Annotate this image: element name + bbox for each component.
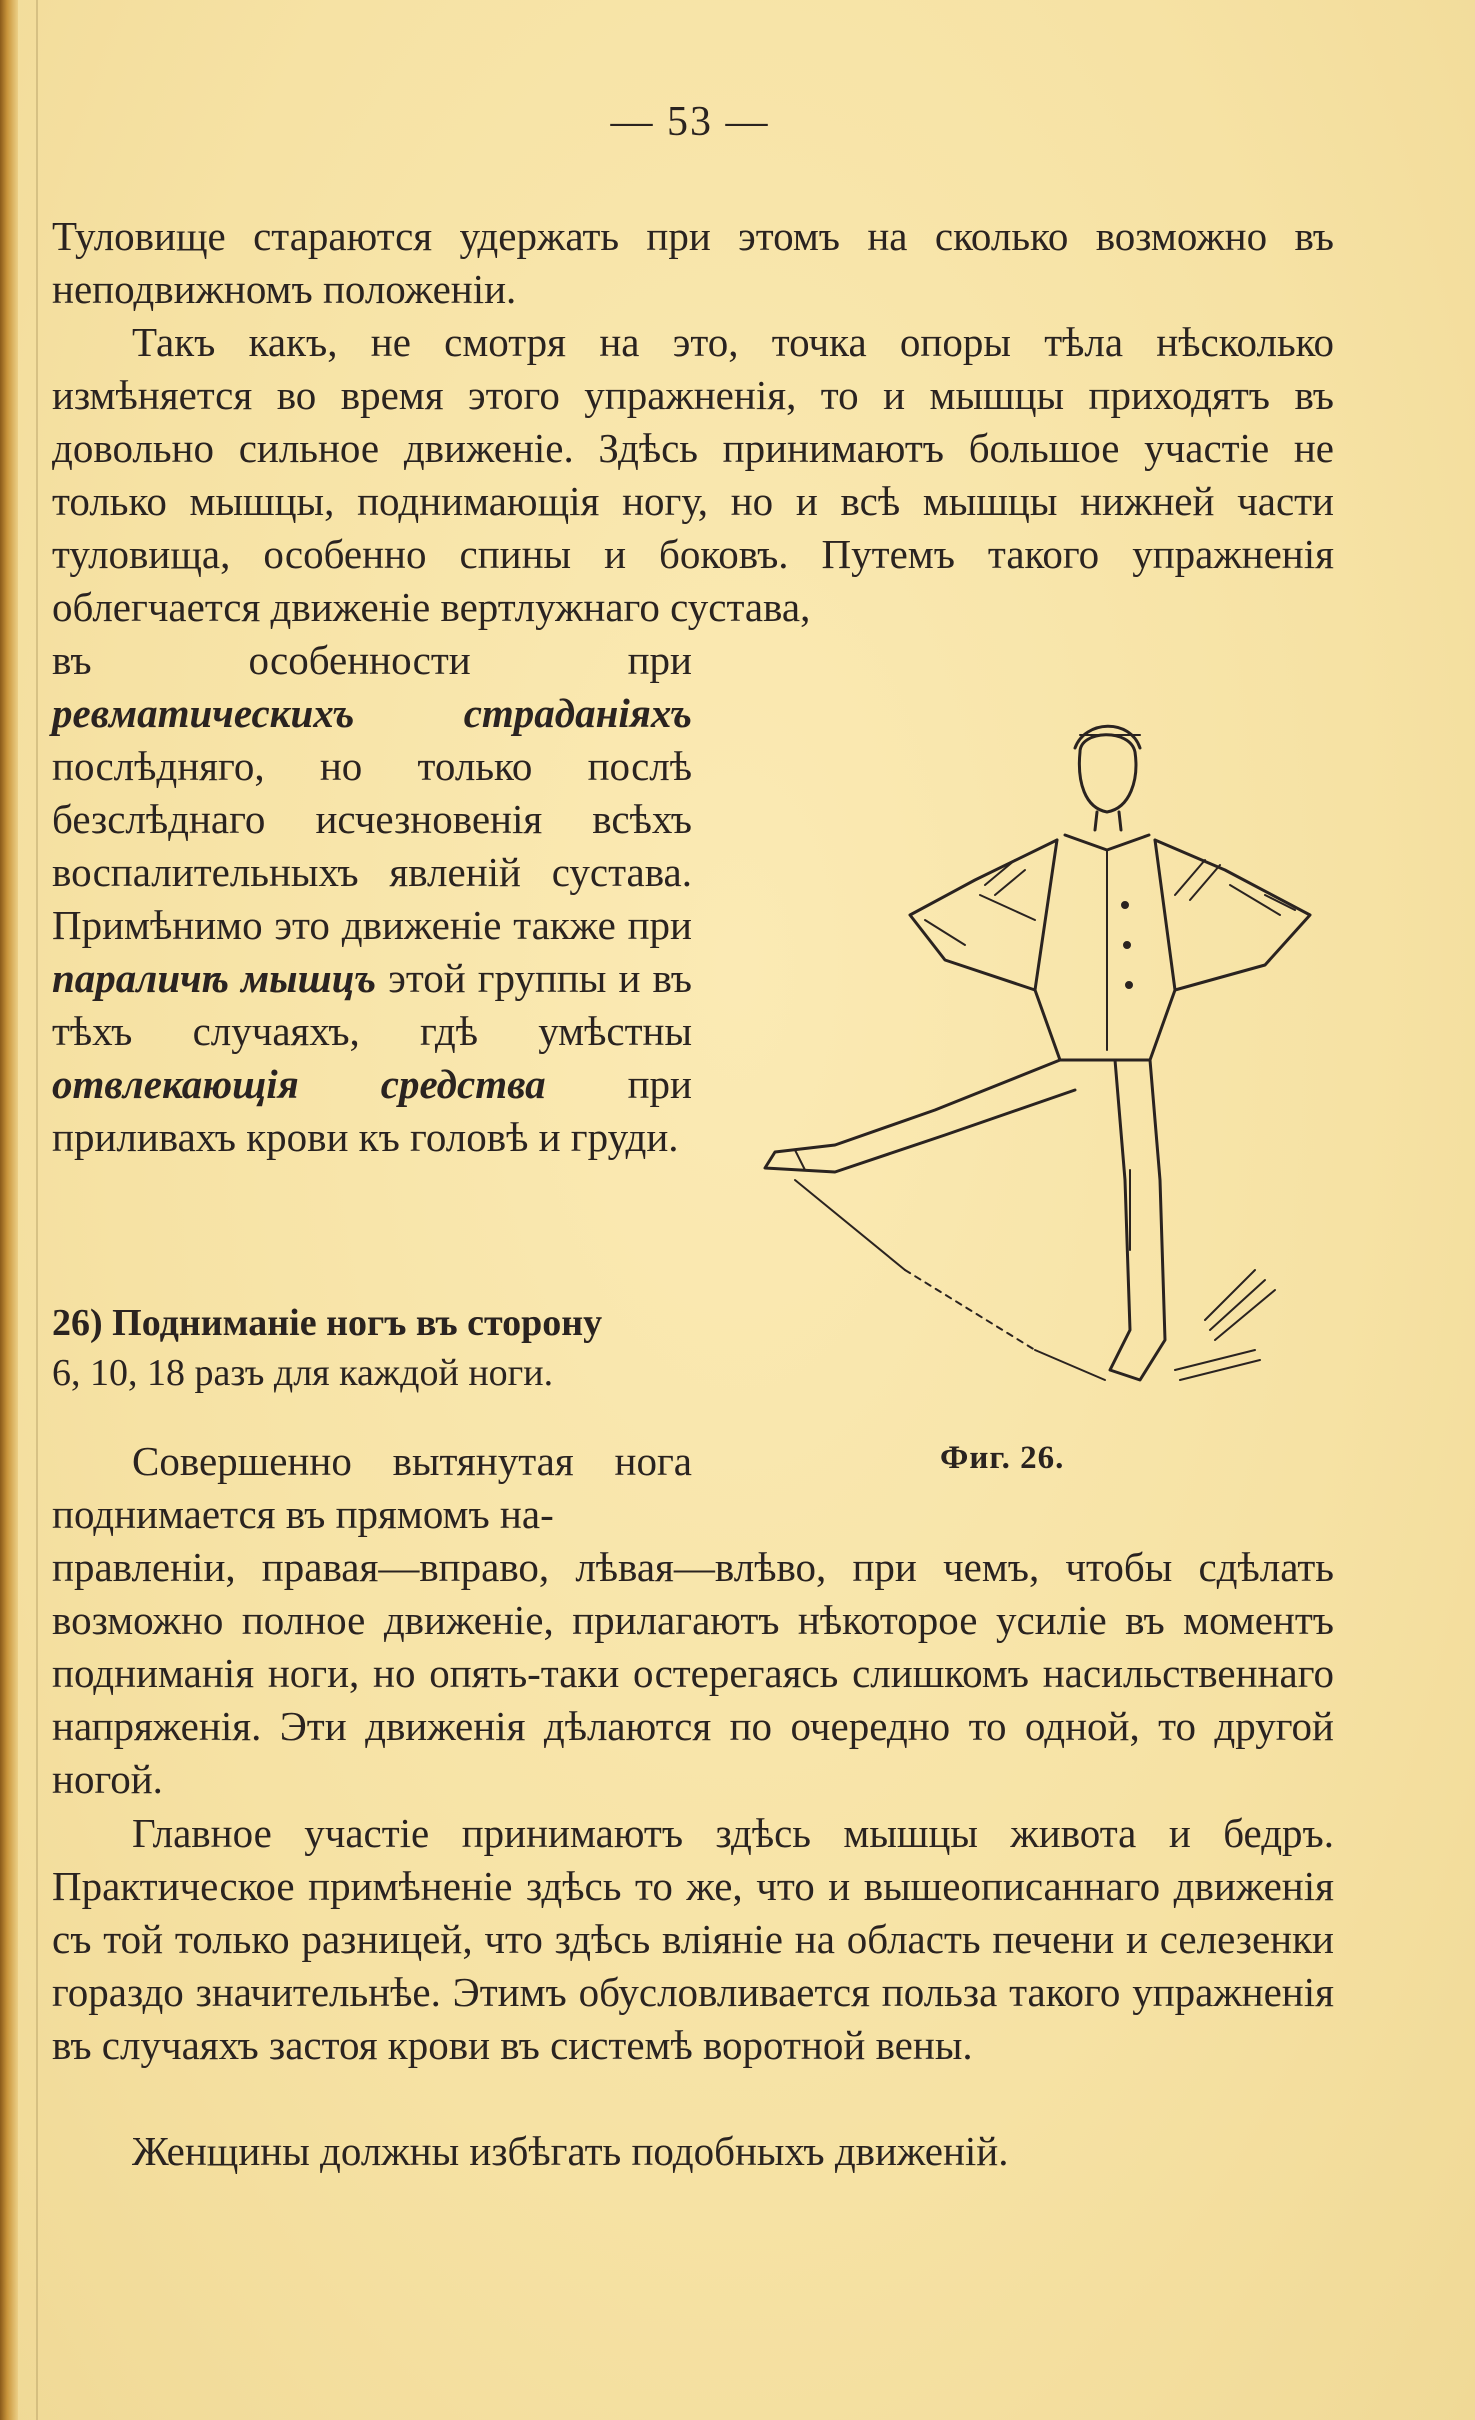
emphasis-rheumatic: ревматическихъ страданiяхъ [52,690,692,736]
emphasis-paralysis: параличѣ мышцъ [52,955,377,1001]
paragraph-4-start [52,1435,692,1541]
paragraph-5-text: Главное участiе принимаютъ здѣсь мышцы живота и бедръ. Практическое примѣненiе здѣсь то же, что и вышеописаннаго движенiя съ той только разницей, что здѣсь влiянiе на область печени и селезенки гораздо значительнѣе. Этимъ обусловливается польза такого упражненiя въ случаяхъ застоя крови въ системѣ воротной вены. [52,1810,1334,2068]
exercise-repetitions: 6, 10, 18 разъ для каждой ноги. [52,1352,554,1394]
paragraph-1 [52,210,1334,316]
margin-line [36,0,38,2420]
paragraph-6 [52,2125,1334,2178]
exercise-title: 26) Подниманiе ногъ въ сторону [52,1302,603,1344]
exercise-heading [52,1298,692,1398]
page-number: — 53 — [610,99,770,145]
emphasis-remedies: отвлекающiя средства [52,1061,546,1107]
paragraph-3-text-1: въ особенности при [52,637,692,683]
paragraph-4-continued [52,1541,1334,1806]
figure-caption: Фиг. 26. [940,1440,1065,1476]
page-edge [0,0,18,2420]
paragraph-2 [52,316,1334,634]
paragraph-4-narrow-text: Совершенно вытянутая нога поднимается въ прямомъ на- [52,1438,692,1537]
paragraph-5 [52,1807,1334,2072]
paragraph-3-text-4: при приливахъ крови къ головѣ и груди. [52,1061,692,1160]
paragraph-3-text-2: послѣдняго, но только послѣ безслѣднаго исчезновенiя всѣхъ воспалительныхъ явленiй сустава. Примѣнимо это движенiе также при [52,743,692,948]
paragraph-1-text: Туловище стараются удержать при этомъ на сколько возможно въ неподвижномъ положенiи. [52,213,1334,312]
paragraph-3 [52,634,692,1164]
paragraph-3-text-3: этой группы и въ тѣхъ случаяхъ, гдѣ умѣстны [52,955,693,1054]
paragraph-2-text: Такъ какъ, не смотря на это, точка опоры тѣла нѣсколько измѣняется во время этого упражненiя, то и мышцы приходятъ въ довольно сильное движенiе. Здѣсь принимаютъ большое участiе не только мышцы, поднимающiя ногу, но и всѣ мышцы нижней части туловища, особенно спины и боковъ. Путемъ такого упражненiя облегчается движенiе вертлужнаго сустава, [52,319,1334,630]
exercise-figure-illustration [735,690,1345,1420]
paragraph-6-text: Женщины должны избѣгать подобныхъ движенiй. [132,2128,1009,2174]
paragraph-4-full-text: правленiи, правая—вправо, лѣвая—влѣво, при чемъ, чтобы сдѣлать возможно полное движенiе, прилагаютъ нѣкоторое усилiе въ моментъ подниманiя ноги, но опять-таки остерегаясь слишкомъ насильственнаго напряженiя. Эти движенiя дѣлаются по очередно то одной, то другой ногой. [52,1544,1334,1802]
